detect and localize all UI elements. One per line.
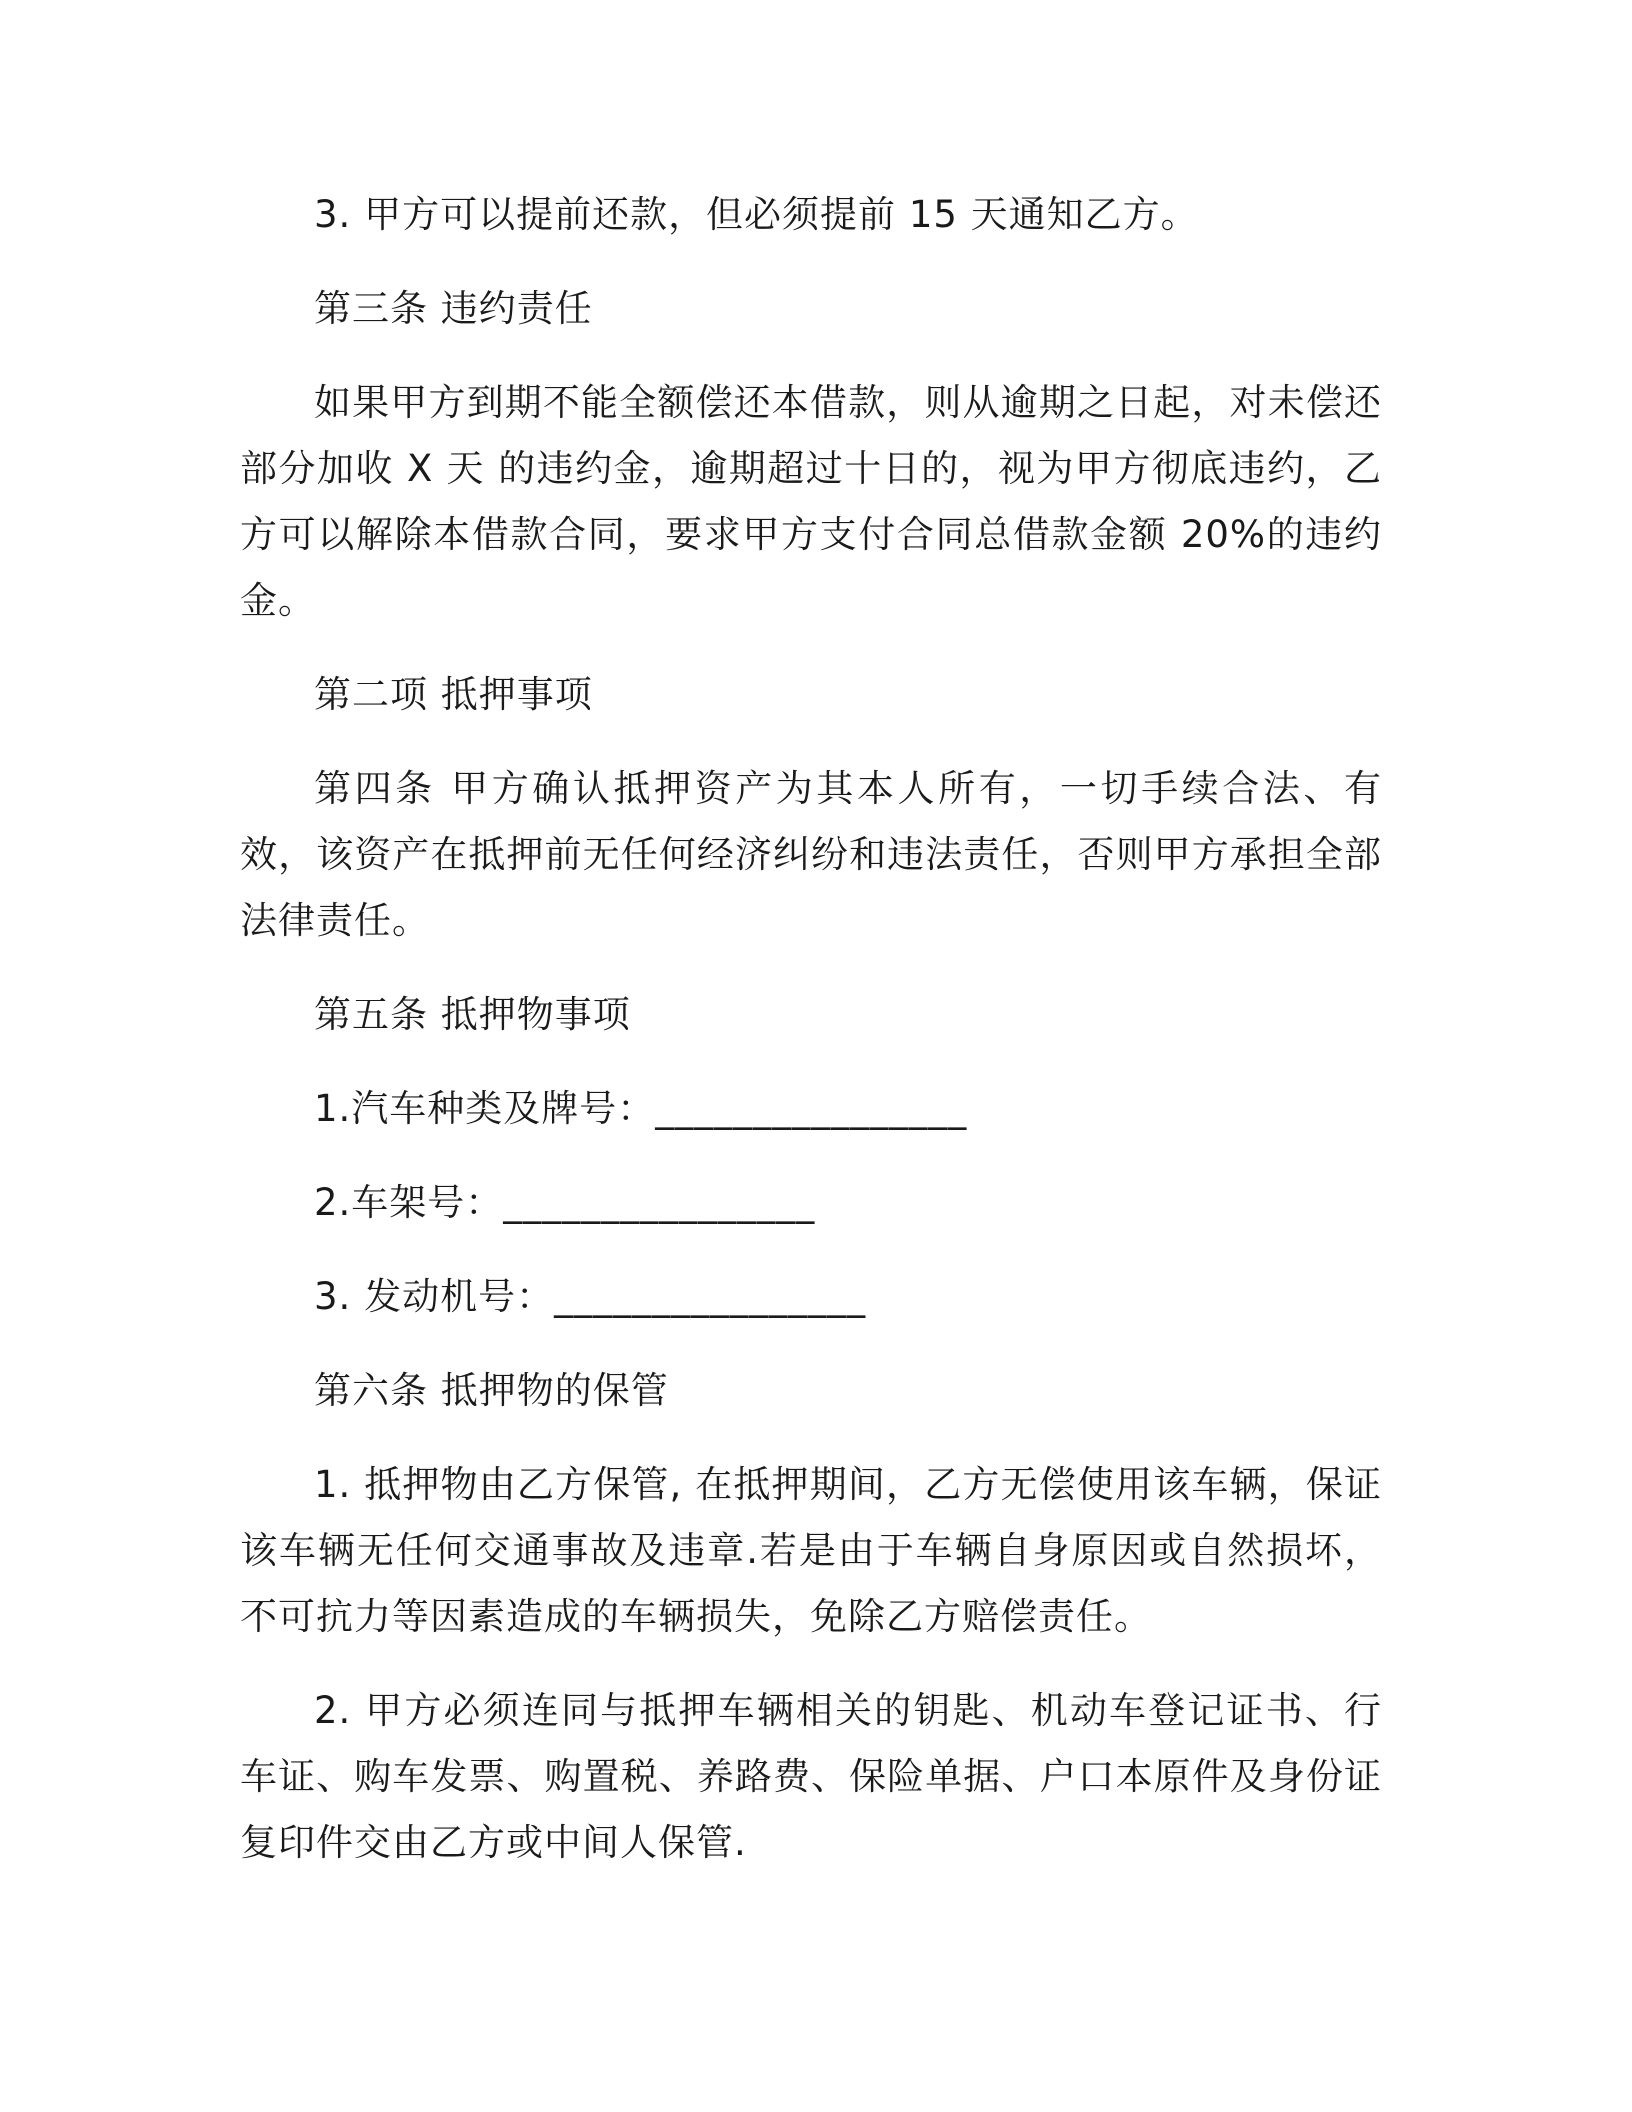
heading-article-6: 第六条 抵押物的保管 xyxy=(314,1369,669,1412)
heading-article-5: 第五条 抵押物事项 xyxy=(314,993,631,1036)
paragraph-custody-1: 1. 抵押物由乙方保管, 在抵押期间，乙方无偿使用该车辆，保证该车辆无任何交通事故及违章.若是由于车辆自身原因或自然损坏，不可抗力等因素造成的车辆损失，免除乙方赔偿责任。 xyxy=(240,1463,1382,1638)
paragraph-breach-liability: 如果甲方到期不能全额偿还本借款，则从逾期之日起，对未偿还部分加收 X 天 的违约金，逾期超过十日的，视为甲方彻底违约，乙方可以解除本借款合同，要求甲方支付合同总借款金额 20%的违约金。 xyxy=(240,381,1382,622)
document-page xyxy=(240,182,1382,1876)
heading-section-2: 第二项 抵押事项 xyxy=(314,673,593,716)
paragraph-prepayment: 3. 甲方可以提前还款，但必须提前 15 天通知乙方。 xyxy=(314,193,1199,236)
heading-article-3: 第三条 违约责任 xyxy=(314,287,593,330)
field-engine-number: 3. 发动机号：________________ xyxy=(314,1275,867,1318)
field-frame-number: 2.车架号：________________ xyxy=(314,1181,816,1224)
paragraph-custody-2: 2. 甲方必须连同与抵押车辆相关的钥匙、机动车登记证书、行车证、购车发票、购置税、养路费、保险单据、户口本原件及身份证复印件交由乙方或中间人保管. xyxy=(240,1689,1382,1864)
field-vehicle-type-plate: 1.汽车种类及牌号：________________ xyxy=(314,1087,968,1130)
paragraph-article-4: 第四条 甲方确认抵押资产为其本人所有，一切手续合法、有效，该资产在抵押前无任何经济纠纷和违法责任，否则甲方承担全部法律责任。 xyxy=(240,767,1382,942)
